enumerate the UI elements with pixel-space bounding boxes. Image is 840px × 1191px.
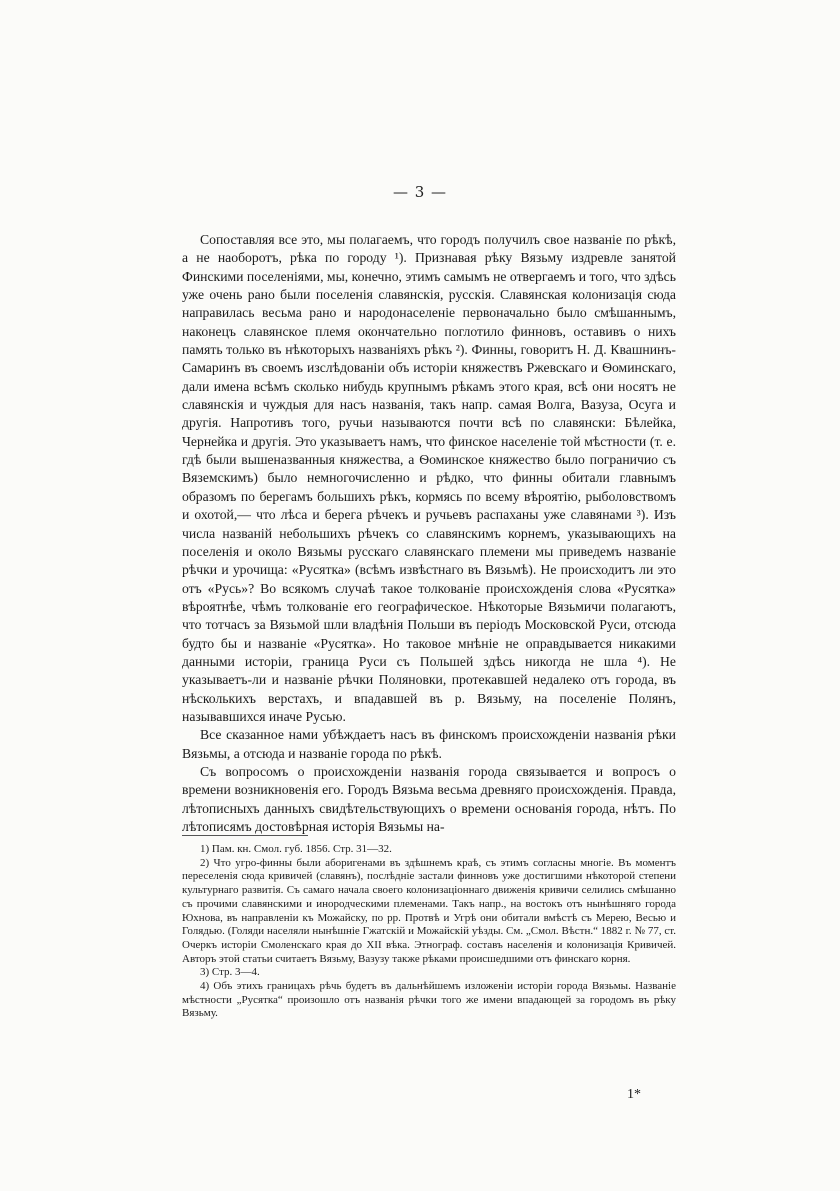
paragraph-3: Съ вопросомъ о происхожденіи названія города связывается и вопросъ о времени возникновенія его. Городъ Вязьма весьма древняго происхожденія. Правда, лѣтописныхъ данныхъ свидѣтельствующихъ о времени основанія города, нѣтъ. По лѣтописямъ достовѣрная исторія Вязьмы на-	[182, 763, 676, 834]
signature-mark: 1*	[627, 1087, 641, 1102]
paragraph-1: Сопоставляя все это, мы полагаемъ, что городъ получилъ свое названіе по рѣкѣ, а не наоборотъ, рѣка по городу ¹). Признавая рѣку Вязьму издревле занятой Финскими поселеніями, мы, конечно, этимъ самымъ не отвергаемъ и того, что здѣсь уже очень рано были поселенія славянскія, русскія. Славянская колонизація сюда направилась весьма рано и народонаселеніе первоначально было смѣшаннымъ, наконецъ славянское племя окончательно поглотило финновъ, оставивъ о нихъ память только въ нѣкоторыхъ названіяхъ рѣкъ ²). Финны, говоритъ Н. Д. Квашнинъ-Самаринъ въ своемъ изслѣдованіи объ исторіи княжествъ Ржевскаго и Ѳоминскаго, дали имена всѣмъ сколько нибудь крупнымъ рѣкамъ этого края, всѣ они носятъ не славянскія и чуждыя для насъ названія, такъ напр. самая Волга, Вазуза, Осуга и другія. Напротивъ того, ручьи называются почти всѣ по славянски: Бѣлейка, Чернейка и другія. Это указываетъ намъ, что финское населеніе той мѣстности (т. е. гдѣ были вышеназванныя княжества, а Ѳоминское княжество было пограничио съ Вяземскимъ) было немногочисленно и рѣдко, что финны обитали главнымъ образомъ по берегамъ большихъ рѣкъ, кормясь по всему вѣроятію, рыболовствомъ и охотой,— что лѣса и берега рѣчекъ и ручьевъ распаханы уже славянами ³). Изъ числа названій небольшихъ рѣчекъ со славянскимъ корнемъ, указывающихъ на поселенія и около Вязьмы русскаго славянскаго племени мы приведемъ названіе рѣчки и урочища: «Русятка» (всѣмъ извѣстнаго въ Вязьмѣ). Не происходитъ ли это отъ «Русь»? Во всякомъ случаѣ такое толкованіе происхожденія слова «Русятка» вѣроятнѣе, чѣмъ толкованіе его географическое. Нѣкоторые Вязьмичи полагаютъ, что тотчасъ за Вязьмой шли владѣнія Польши въ періодъ Московской Руси, отсюда будто бы и названіе «Русятка». Но таковое мнѣніе не оправдывается никакими данными исторіи, граница Руси съ Польшей здѣсь никогда не шла ⁴). Не указываетъ-ли и названіе рѣчки Поляновки, протекавшей недалеко отъ города, въ нѣсколькихъ верстахъ, и впадавшей въ р. Вязьму, на поселеніе Полянъ, называвшихся иначе Русью.	[182, 232, 676, 724]
page-number: — 3 —	[392, 183, 448, 201]
footnote-2: 2) Что угро-финны были аборигенами въ здѣшнемъ краѣ, съ этимъ согласны многіе. Въ моментъ переселенія сюда кривичей (славянъ), послѣдніе застали финновъ уже достигшими нѣкоторой степени культурнаго развитія. Съ самаго начала своего колонизаціоннаго движенія кривичи селились смѣшанно съ прочими славянскими и инородческими племенами. Такъ напр., на востокъ отъ нынѣшняго города Юхнова, въ направленіи къ Можайску, по рр. Протвѣ и Угрѣ они обитали вмѣстѣ съ Мерею, Весью и Голядью. (Голяди населяли нынѣшніе Гжатскій и Можайскій уѣзды. См. „Смол. Вѣстн.“ 1882 г. № 77, ст. Очеркъ исторіи Смоленскаго края до XII вѣка. Этнограф. составъ населенія и колонизація Кривичей. Авторъ этой статьи считаетъ Вязьму, Вазузу также рѣками происшедшими отъ финскаго корня.	[182, 856, 676, 965]
footnote-1: 1) Пам. кн. Смол. губ. 1856. Стр. 31—32.	[200, 843, 392, 855]
footnotes	[182, 843, 676, 1021]
paragraph-2: Все сказанное нами убѣждаетъ насъ въ финскомъ происхожденіи названія рѣки Вязьмы, а отсюда и названіе города по рѣкѣ.	[182, 727, 676, 761]
footnote-4: 4) Объ этихъ границахъ рѣчь будетъ въ дальнѣйшемъ изложеніи исторіи города Вязьмы. Названіе мѣстности „Русятка“ произошло отъ названія рѣчки того же имени впадающей за городомъ въ рѣку Вязьму.	[182, 980, 676, 1020]
main-text	[182, 231, 676, 836]
footnote-divider	[182, 835, 308, 836]
footnote-3: 3) Стр. 3—4.	[200, 966, 260, 979]
